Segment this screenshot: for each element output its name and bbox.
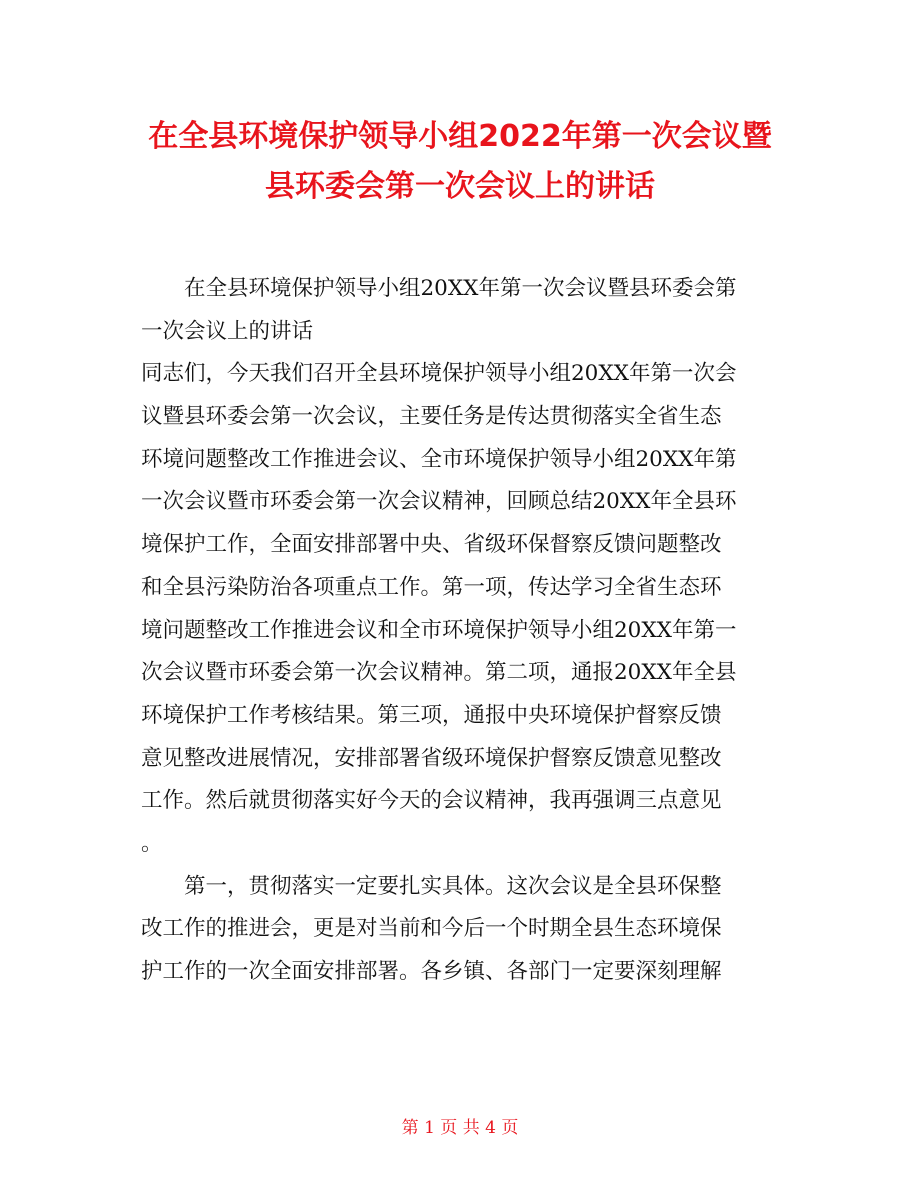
body-line-10: 次会议暨市环委会第一次会议精神。第二项，通报20XX年全县	[141, 660, 737, 686]
body-line-5: 环境问题整改工作推进会议、全市环境保护领导小组20XX年第	[141, 446, 737, 472]
body-line-2: 一次会议上的讲话	[141, 318, 314, 344]
body-line-4: 议暨县环委会第一次会议，主要任务是传达贯彻落实全省生态	[141, 404, 722, 430]
document-body	[141, 268, 791, 994]
body-line-6: 一次会议暨市环委会第一次会议精神，回顾总结20XX年全县环	[141, 489, 737, 515]
body-line-12: 意见整改进展情况，安排部署省级环境保护督察反馈意见整改	[141, 745, 722, 771]
body-line-7: 境保护工作，全面安排部署中央、省级环保督察反馈问题整改	[141, 532, 722, 558]
body-line-16: 改工作的推进会，更是对当前和今后一个时期全县生态环境保	[141, 916, 722, 942]
body-line-14: 。	[141, 830, 163, 856]
body-line-1: 在全县环境保护领导小组20XX年第一次会议暨县环委会第	[184, 276, 737, 301]
body-line-13: 工作。然后就贯彻落实好今天的会议精神，我再强调三点意见	[141, 788, 722, 814]
page-footer: 第 1 页 共 4 页	[401, 1118, 519, 1138]
body-line-11: 环境保护工作考核结果。第三项，通报中央环境保护督察反馈	[141, 702, 722, 728]
document-title	[100, 112, 820, 212]
body-line-17: 护工作的一次全面安排部署。各乡镇、各部门一定要深刻理解	[141, 959, 722, 984]
title-line-2: 县环委会第一次会议上的讲话	[265, 169, 655, 204]
title-line-1: 在全县环境保护领导小组2022年第一次会议暨	[148, 119, 772, 154]
body-line-15: 第一，贯彻落实一定要扎实具体。这次会议是全县环保整	[184, 873, 722, 899]
body-line-9: 境问题整改工作推进会议和全市环境保护领导小组20XX年第一	[141, 617, 737, 643]
body-line-3: 同志们，今天我们召开全县环境保护领导小组20XX年第一次会	[141, 361, 737, 387]
body-line-8: 和全县污染防治各项重点工作。第一项，传达学习全省生态环	[141, 574, 722, 600]
